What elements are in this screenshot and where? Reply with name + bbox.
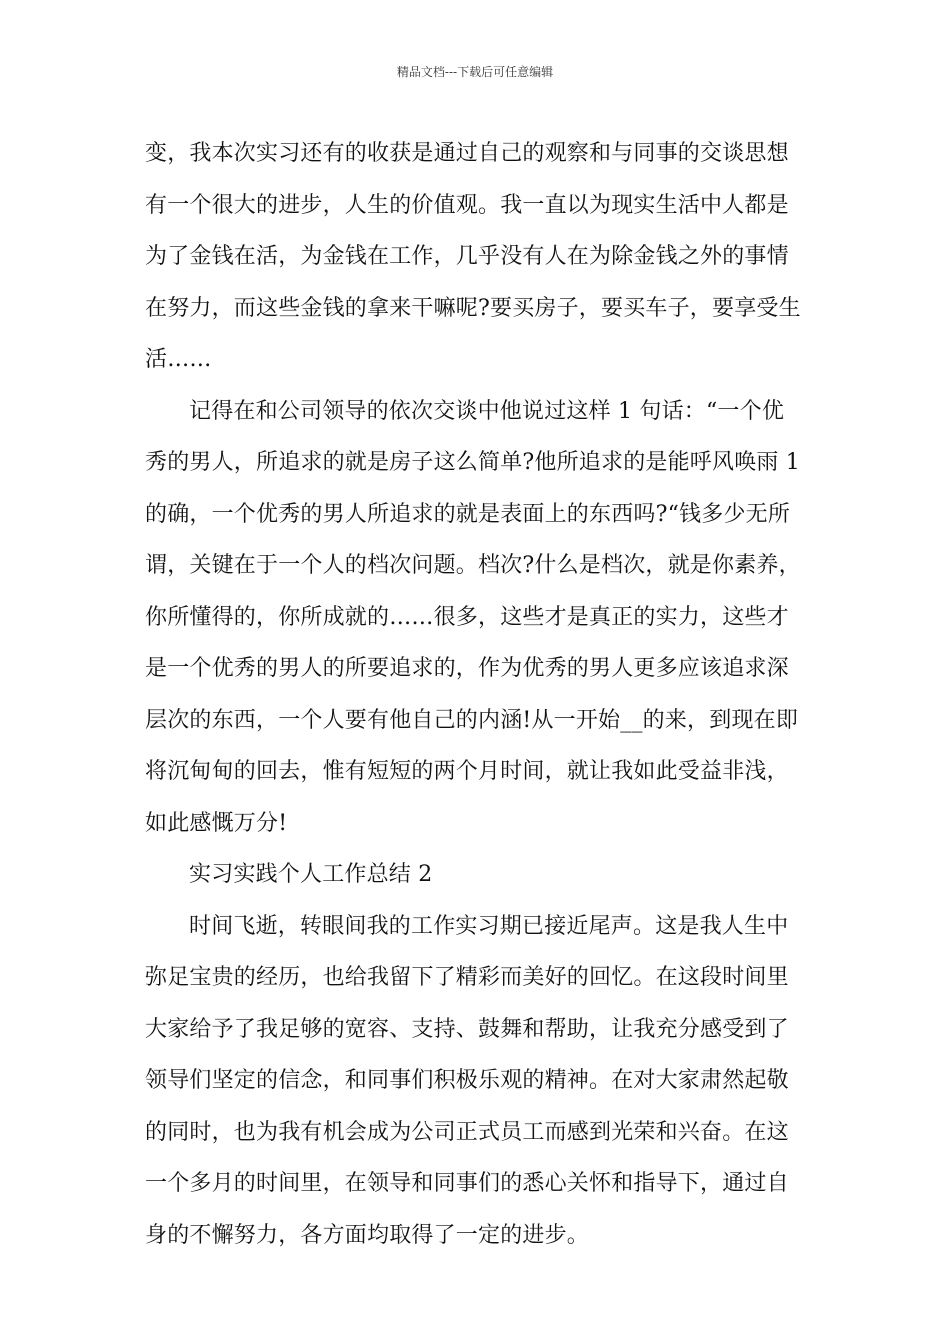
text-line: 领导们坚定的信念，和同事们积极乐观的精神。在对大家肃然起敬	[145, 1068, 789, 1093]
text-line: 如此感慨万分!	[145, 810, 288, 836]
text-line: 在努力，而这些金钱的拿来干嘛呢?要买房子，要买车子，要享受生	[145, 295, 801, 321]
text-line: 大家给予了我足够的宽容、支持、鼓舞和帮助，让我充分感受到了	[145, 1016, 789, 1042]
text-line: 将沉甸甸的回去，惟有短短的两个月时间，就让我如此受益非浅，	[145, 759, 789, 784]
text-line: 身的不懈努力，各方面均取得了一定的进步。	[145, 1222, 590, 1248]
text-line: 弥足宝贵的经历，也给我留下了精彩而美好的回忆。在这段时间里	[145, 965, 789, 990]
text-line: 活……	[145, 347, 212, 372]
text-line: 有一个很大的进步，人生的价值观。我一直以为现实生活中人都是	[145, 192, 789, 218]
text-line: 为了金钱在活，为金钱在工作，几乎没有人在为除金钱之外的事情	[145, 244, 789, 269]
text-line: 的确，一个优秀的男人所追求的就是表面上的东西吗?“钱多少无所	[145, 501, 791, 527]
document-body	[145, 128, 815, 1261]
text-line: 是一个优秀的男人的所要追求的，作为优秀的男人更多应该追求深	[145, 656, 789, 681]
text-line: 秀的男人，所追求的就是房子这么简单?他所追求的是能呼风唤雨 1	[145, 450, 800, 475]
text-line: 的同时，也为我有机会成为公司正式员工而感到光荣和兴奋。在这	[145, 1119, 789, 1145]
text-line: 记得在和公司领导的依次交谈中他说过这样 1 句话：“一个优	[189, 398, 785, 424]
text-line: 谓，关键在于一个人的档次问题。档次?什么是档次，就是你素养，	[145, 553, 801, 578]
text-line: 你所懂得的，你所成就的……很多，这些才是真正的实力，这些才	[145, 604, 789, 630]
page-header: 精品文档---下载后可任意编辑	[396, 65, 554, 79]
text-line: 一个多月的时间里，在领导和同事们的悉心关怀和指导下，通过自	[145, 1171, 789, 1196]
text-line: 层次的东西，一个人要有他自己的内涵!从一开始__的来，到现在即	[145, 707, 799, 733]
text-line: 时间飞逝，转眼间我的工作实习期已接近尾声。这是我人生中	[189, 913, 789, 939]
section-heading: 实习实践个人工作总结 2	[189, 862, 433, 887]
text-line: 变，我本次实习还有的收获是通过自己的观察和与同事的交谈思想	[145, 141, 789, 166]
